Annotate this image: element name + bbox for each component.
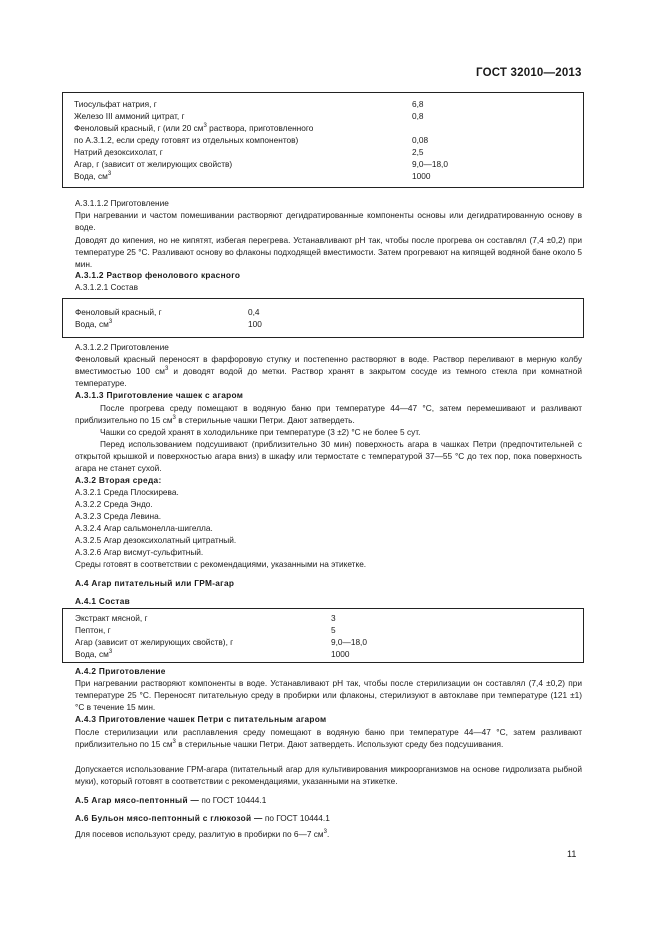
page-number: 11	[567, 849, 577, 859]
paragraph: После прогрева среду помещают в водяную баню при температуре 44—47 °С, затем перемешивают и разливают приблизительно по 15 $см^3$ в стерильные чашки Петри. Дают затвердеть.	[75, 403, 582, 426]
table-value: 0,08	[412, 135, 429, 145]
composition-table-1	[62, 92, 584, 188]
table-row: Натрий дезоксихолат, г	[74, 147, 163, 157]
table-value: 0,4	[248, 307, 260, 317]
list-item: А.3.2.1 Среда Плоскирева.	[75, 487, 179, 497]
list-item: А.3.2.5 Агар дезоксихолатный цитратный.	[75, 535, 237, 545]
table-row: Вода, $см^3$	[75, 319, 113, 329]
table-value: 100	[248, 319, 262, 329]
paragraph: Чашки со средой хранят в холодильнике при температуре (3 ±2) °С не более 5 сут.	[100, 427, 421, 437]
table-value: 5	[331, 625, 336, 635]
list-item: А.3.2.3 Среда Левина.	[75, 511, 161, 521]
table-value: 9,0—18,0	[331, 637, 367, 647]
table-row: Экстракт мясной, г	[75, 613, 148, 623]
table-value: 1000	[331, 649, 350, 659]
table-value: 1000	[412, 171, 431, 181]
table-row: Железо III аммоний цитрат, г	[74, 111, 185, 121]
section-heading: А.3.1.3 Приготовление чашек с агаром	[75, 390, 244, 400]
section-heading: А.4 Агар питательный или ГРМ-агар	[75, 578, 235, 588]
paragraph: После стерилизации или расплавления среду помещают в водяную баню при температуре 44—47 °С, затем разливают приблизительно по 15 $см^3$ в стерильные чашки Петри. Дают затвердеть. Используют среду без подсушивания.	[75, 727, 582, 750]
table-value: 9,0—18,0	[412, 159, 448, 169]
section-heading: А.3.2 Вторая среда:	[75, 475, 162, 485]
table-row: Агар (зависит от желирующих свойств), г	[75, 637, 234, 647]
table-row: Пептон, г	[75, 625, 111, 635]
section-heading: А.4.3 Приготовление чашек Петри с питательным агаром	[75, 714, 327, 724]
paragraph: При нагревании растворяют компоненты в воде. Устанавливают рН так, чтобы после стерилизации он составлял (7,4 ±0,2) при температуре 25 °С. Переносят питательную среду в пробирки или флаконы, стерилизуют в автоклаве при температуре (121 ±1) °С в течение 15 мин.	[75, 678, 582, 713]
table-value: 0,8	[412, 111, 424, 121]
subsection-heading: А.4.1 Состав	[75, 596, 131, 606]
table-row: Тиосульфат натрия, г	[74, 99, 157, 109]
subsection-heading: А.3.1.2.1 Состав	[75, 282, 139, 292]
table-value: 2,5	[412, 147, 424, 157]
table-row: Феноловый красный, г (или 20 $см^3$ раствора, приготовленного	[74, 123, 314, 133]
paragraph: Для посевов используют среду, разлитую в пробирки по 6—7 $см^3$.	[75, 829, 330, 839]
table-row: Вода, $см^3$	[74, 171, 112, 181]
composition-table-3	[62, 608, 584, 663]
list-item: А.3.2.2 Среда Эндо.	[75, 499, 153, 509]
document-code: ГОСТ 32010—2013	[476, 67, 582, 79]
section-heading: А.6 Бульон мясо-пептонный с глюкозой — по ГОСТ 10444.1	[75, 813, 330, 823]
table-row: Агар, г (зависит от желирующих свойств)	[74, 159, 233, 169]
paragraph: При нагревании и частом помешивании растворяют дегидратированные компоненты основы или дегидратированную основу в воде.	[75, 210, 582, 233]
paragraph: Среды готовят в соответствии с рекомендациями, указанными на этикетке.	[75, 559, 367, 569]
paragraph: Перед использованием подсушивают (приблизительно 30 мин) поверхность агара в чашках Петри (предпочтительней с открытой крышкой и поверхностью агара вниз) в шкафу или термостате с температурой 37—55 °С до тех пор, пока поверхность агара не станет сухой.	[75, 439, 582, 474]
paragraph: Доводят до кипения, но не кипятят, избегая перегрева. Устанавливают рН так, чтобы после прогрева он составлял (7,4 ±0,2) при температуре 25 °С. Разливают основу во флаконы подходящей вместимости. Затем прогревают на кипящей водяной бане около 5 мин.	[75, 235, 582, 270]
paragraph: Феноловый красный переносят в фарфоровую ступку и постепенно растворяют в воде. Раствор переливают в мерную колбу вместимостью 100 $см^3$ и доводят водой до метки. Раствор хранят в закрытом сосуде из темного стекла при комнатной температуре.	[75, 354, 582, 389]
section-heading: А.3.1.1.2 Приготовление	[75, 198, 169, 208]
section-heading: А.3.1.2 Раствор фенолового красного	[75, 270, 241, 280]
table-row: по А.3.1.2, если среду готовят из отдельных компонентов)	[74, 135, 299, 145]
section-heading: А.4.2 Приготовление	[75, 666, 166, 676]
composition-table-2	[62, 298, 584, 338]
table-value: 6,8	[412, 99, 424, 109]
list-item: А.3.2.6 Агар висмут-сульфитный.	[75, 547, 204, 557]
table-value: 3	[331, 613, 336, 623]
paragraph: Допускается использование ГРМ-агара (питательный агар для культивирования микроорганизмов на основе гидролизата рыбной муки), который готовят в соответствии с рекомендациями, указанными на этикетке.	[75, 764, 582, 787]
section-heading: А.3.1.2.2 Приготовление	[75, 342, 169, 352]
list-item: А.3.2.4 Агар сальмонелла-шигелла.	[75, 523, 213, 533]
section-heading: А.5 Агар мясо-пептонный — по ГОСТ 10444.1	[75, 795, 267, 805]
table-row: Вода, $см^3$	[75, 649, 113, 659]
table-row: Феноловый красный, г	[75, 307, 162, 317]
